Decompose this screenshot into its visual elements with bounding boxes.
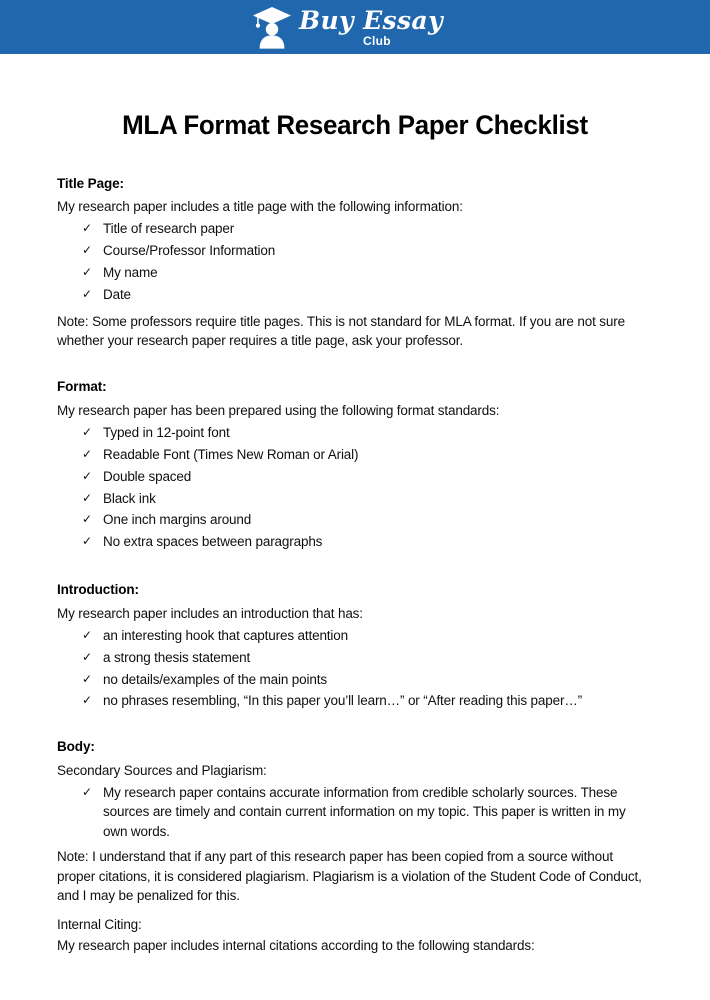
section-note: Note: Some professors require title pages. This is not standard for MLA format. If you are not sure whether your research paper requires a title page, ask your professor. <box>57 314 625 349</box>
check-icon: ✓ <box>82 784 92 799</box>
site-header-banner <box>0 0 710 54</box>
section-title-page <box>57 175 653 350</box>
subsection-lead-internal-citing: My research paper includes internal citations according to the following standards: <box>57 938 535 954</box>
checklist-item-label: No extra spaces between paragraphs <box>103 534 323 550</box>
check-icon: ✓ <box>82 265 92 280</box>
checklist-item[interactable] <box>57 423 653 444</box>
checklist-item-label: Black ink <box>103 490 156 506</box>
checklist-item[interactable] <box>57 285 653 306</box>
check-icon: ✓ <box>82 693 92 708</box>
checklist-item[interactable] <box>57 510 653 531</box>
brand-name: Buy Essay <box>298 5 444 35</box>
checklist-item-label: Readable Font (Times New Roman or Arial) <box>103 446 359 462</box>
checklist-item[interactable] <box>57 532 653 553</box>
brand-subtitle: Club <box>363 33 391 48</box>
checklist-item[interactable] <box>57 467 653 488</box>
check-icon: ✓ <box>82 649 92 664</box>
paragraph-spacer <box>57 905 653 915</box>
section-lead: My research paper has been prepared using the following format standards: <box>57 402 500 418</box>
checklist <box>57 783 653 842</box>
check-icon: ✓ <box>82 287 92 302</box>
check-icon: ✓ <box>82 671 92 686</box>
subsection-label-secondary-sources: Secondary Sources and Plagiarism: <box>57 762 267 778</box>
checklist-item[interactable] <box>57 783 653 842</box>
document-page <box>0 54 710 955</box>
section-lead: My research paper includes a title page with the following information: <box>57 199 463 215</box>
check-icon: ✓ <box>82 490 92 505</box>
subsection-label-internal-citing: Internal Citing: <box>57 916 142 932</box>
checklist <box>57 626 653 713</box>
checklist-item-label: a strong thesis statement <box>103 649 251 665</box>
section-note: Note: I understand that if any part of this research paper has been copied from a source without proper citations, it is considered plagiarism. Plagiarism is a violation of the Student Code of Conduct, and I may be penalized for this. <box>57 849 642 903</box>
checklist-item[interactable] <box>57 626 653 647</box>
checklist-item-label: My name <box>103 265 158 281</box>
check-icon: ✓ <box>82 627 92 642</box>
checklist-item[interactable] <box>57 648 653 669</box>
checklist-item[interactable] <box>57 489 653 510</box>
section-heading: Body: <box>57 739 95 755</box>
checklist-item-label: no details/examples of the main points <box>103 671 327 687</box>
check-icon: ✓ <box>82 446 92 461</box>
check-icon: ✓ <box>82 424 92 439</box>
checklist-item-label: Double spaced <box>103 468 192 484</box>
section-heading: Introduction: <box>57 582 139 598</box>
brand-wordmark <box>298 5 444 48</box>
graduate-cap-person-icon <box>251 5 293 49</box>
checklist-item[interactable] <box>57 691 653 712</box>
check-icon: ✓ <box>82 512 92 527</box>
checklist-item-label: Course/Professor Information <box>103 243 276 259</box>
checklist-item[interactable] <box>57 241 653 262</box>
checklist-item-label: no phrases resembling, “In this paper you’ll learn…” or “After reading this paper…” <box>103 693 583 709</box>
checklist-item[interactable] <box>57 670 653 691</box>
check-icon: ✓ <box>82 243 92 258</box>
section-introduction <box>57 581 653 712</box>
section-lead: My research paper includes an introduction that has: <box>57 605 363 621</box>
checklist-item[interactable] <box>57 263 653 284</box>
checklist-item-label: Date <box>103 287 131 303</box>
checklist <box>57 219 653 306</box>
checklist-item-label: Typed in 12-point font <box>103 424 230 440</box>
page-title: MLA Format Research Paper Checklist <box>122 110 588 140</box>
checklist-item[interactable] <box>57 219 653 240</box>
checklist-item[interactable] <box>57 445 653 466</box>
brand-logo[interactable] <box>251 5 443 49</box>
checklist-item-label: Title of research paper <box>103 221 235 237</box>
check-icon: ✓ <box>82 221 92 236</box>
checklist-item-label: One inch margins around <box>103 512 252 528</box>
check-icon: ✓ <box>82 468 92 483</box>
checklist-item-label: an interesting hook that captures attention <box>103 627 348 643</box>
section-body <box>57 738 653 955</box>
check-icon: ✓ <box>82 534 92 549</box>
section-heading: Title Page: <box>57 176 124 192</box>
section-format <box>57 378 653 553</box>
section-heading: Format: <box>57 379 107 395</box>
checklist-item-label: My research paper contains accurate information from credible scholarly sources. These sources are timely and contain current information on my topic. This paper is written in my own words. <box>103 784 626 839</box>
checklist <box>57 423 653 554</box>
